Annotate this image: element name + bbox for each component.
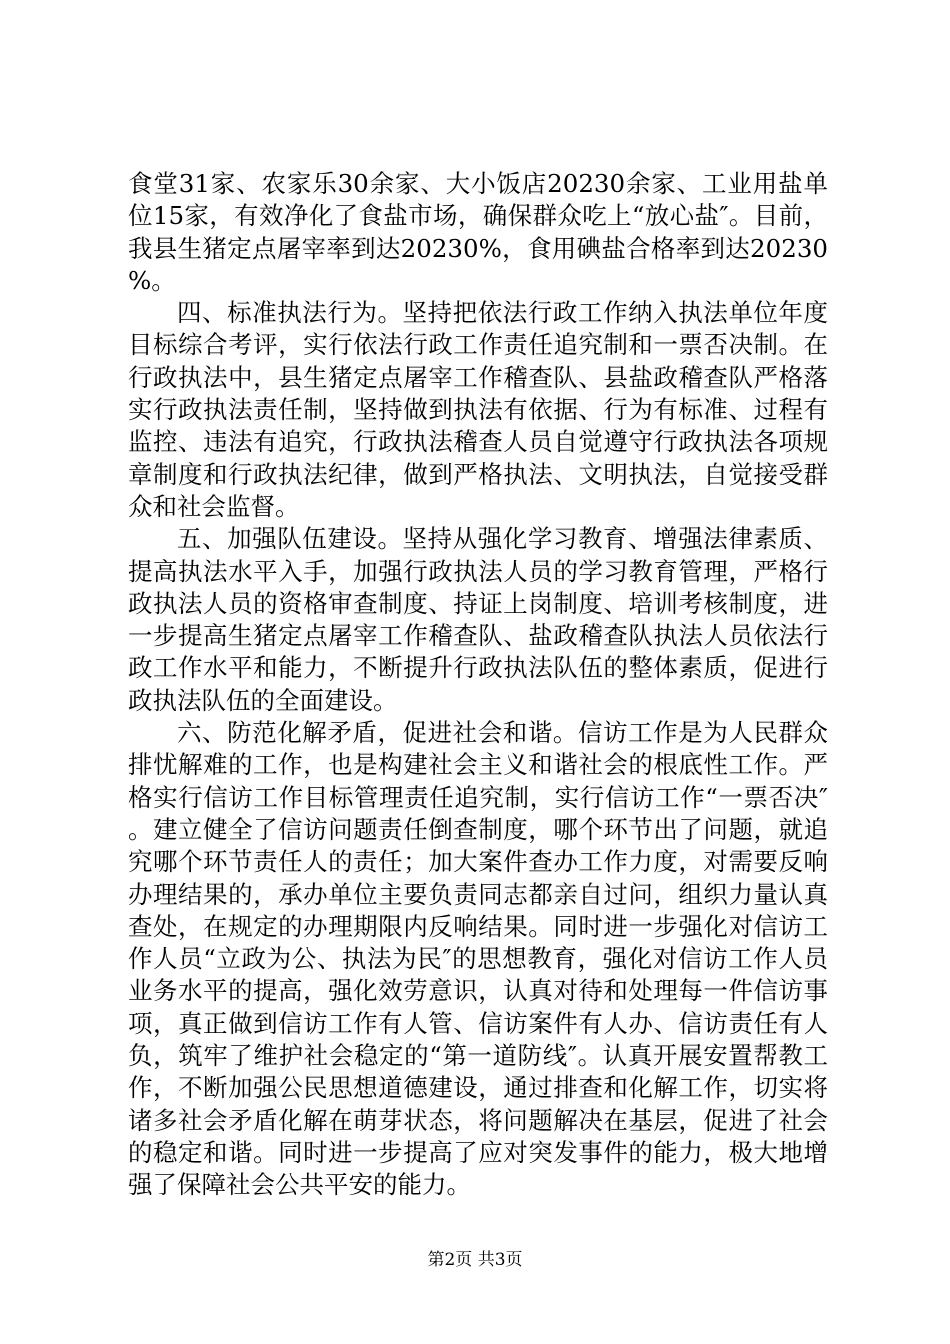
paragraph-section-four: 四、标准执法行为。坚持把依法行政工作纳入执法单位年度目标综合考评，实行依法行政工作责任追究制和一票否决制。在行政执法中，县生猪定点屠宰工作稽查队、县盐政稽查队严格落实行政执法责任制，坚持做到执法有依据、行为有标准、过程有监控、违法有追究，行政执法稽查人员自觉遵守行政执法各项规章制度和行政执法纪律，做到严格执法、文明执法，自觉接受群众和社会监督。	[128, 298, 828, 521]
page-number-footer: 第2页 共3页	[427, 1250, 523, 1270]
paragraph-section-five: 五、加强队伍建设。坚持从强化学习教育、增强法律素质、提高执法水平入手，加强行政执法人员的学习教育管理，严格行政执法人员的资格审查制度、持证上岗制度、培训考核制度，进一步提高生猪定点屠宰工作稽查队、盐政稽查队执法人员依法行政工作水平和能力，不断提升行政执法队伍的整体素质，促进行政执法队伍的全面建设。	[128, 524, 828, 715]
paragraph-section-six: 六、防范化解矛盾，促进社会和谐。信访工作是为人民群众排忧解难的工作，也是构建社会主义和谐社会的根底性工作。严格实行信访工作目标管理责任追究制，实行信访工作“一票否决″。建立健全了信访问题责任倒查制度，哪个环节出了问题，就追究哪个环节责任人的责任；加大案件查办工作力度，对需要反响办理结果的，承办单位主要负责同志都亲自过问，组织力量认真查处，在规定的办理期限内反响结果。同时进一步强化对信访工作人员“立政为公、执法为民″的思想教育，强化对信访工作人员业务水平的提高，强化效劳意识，认真对待和处理每一件信访事项，真正做到信访工作有人管、信访案件有人办、信访责任有人负，筑牢了维护社会稳定的“第一道防线″。认真开展安置帮教工作，不断加强公民思想道德建设，通过排查和化解工作，切实将诸多社会矛盾化解在萌芽状态，将问题解决在基层，促进了社会的稳定和谐。同时进一步提高了应对突发事件的能力，极大地增强了保障社会公共平安的能力。	[128, 718, 828, 1200]
document-body	[128, 168, 828, 1202]
paragraph-continued: 食堂31家、农家乐30余家、大小饭店20230余家、工业用盐单位15家，有效净化了食盐市场，确保群众吃上“放心盐″。目前，我县生猪定点屠宰率到达20230%，食用碘盐合格率到达20230%。	[128, 169, 828, 295]
